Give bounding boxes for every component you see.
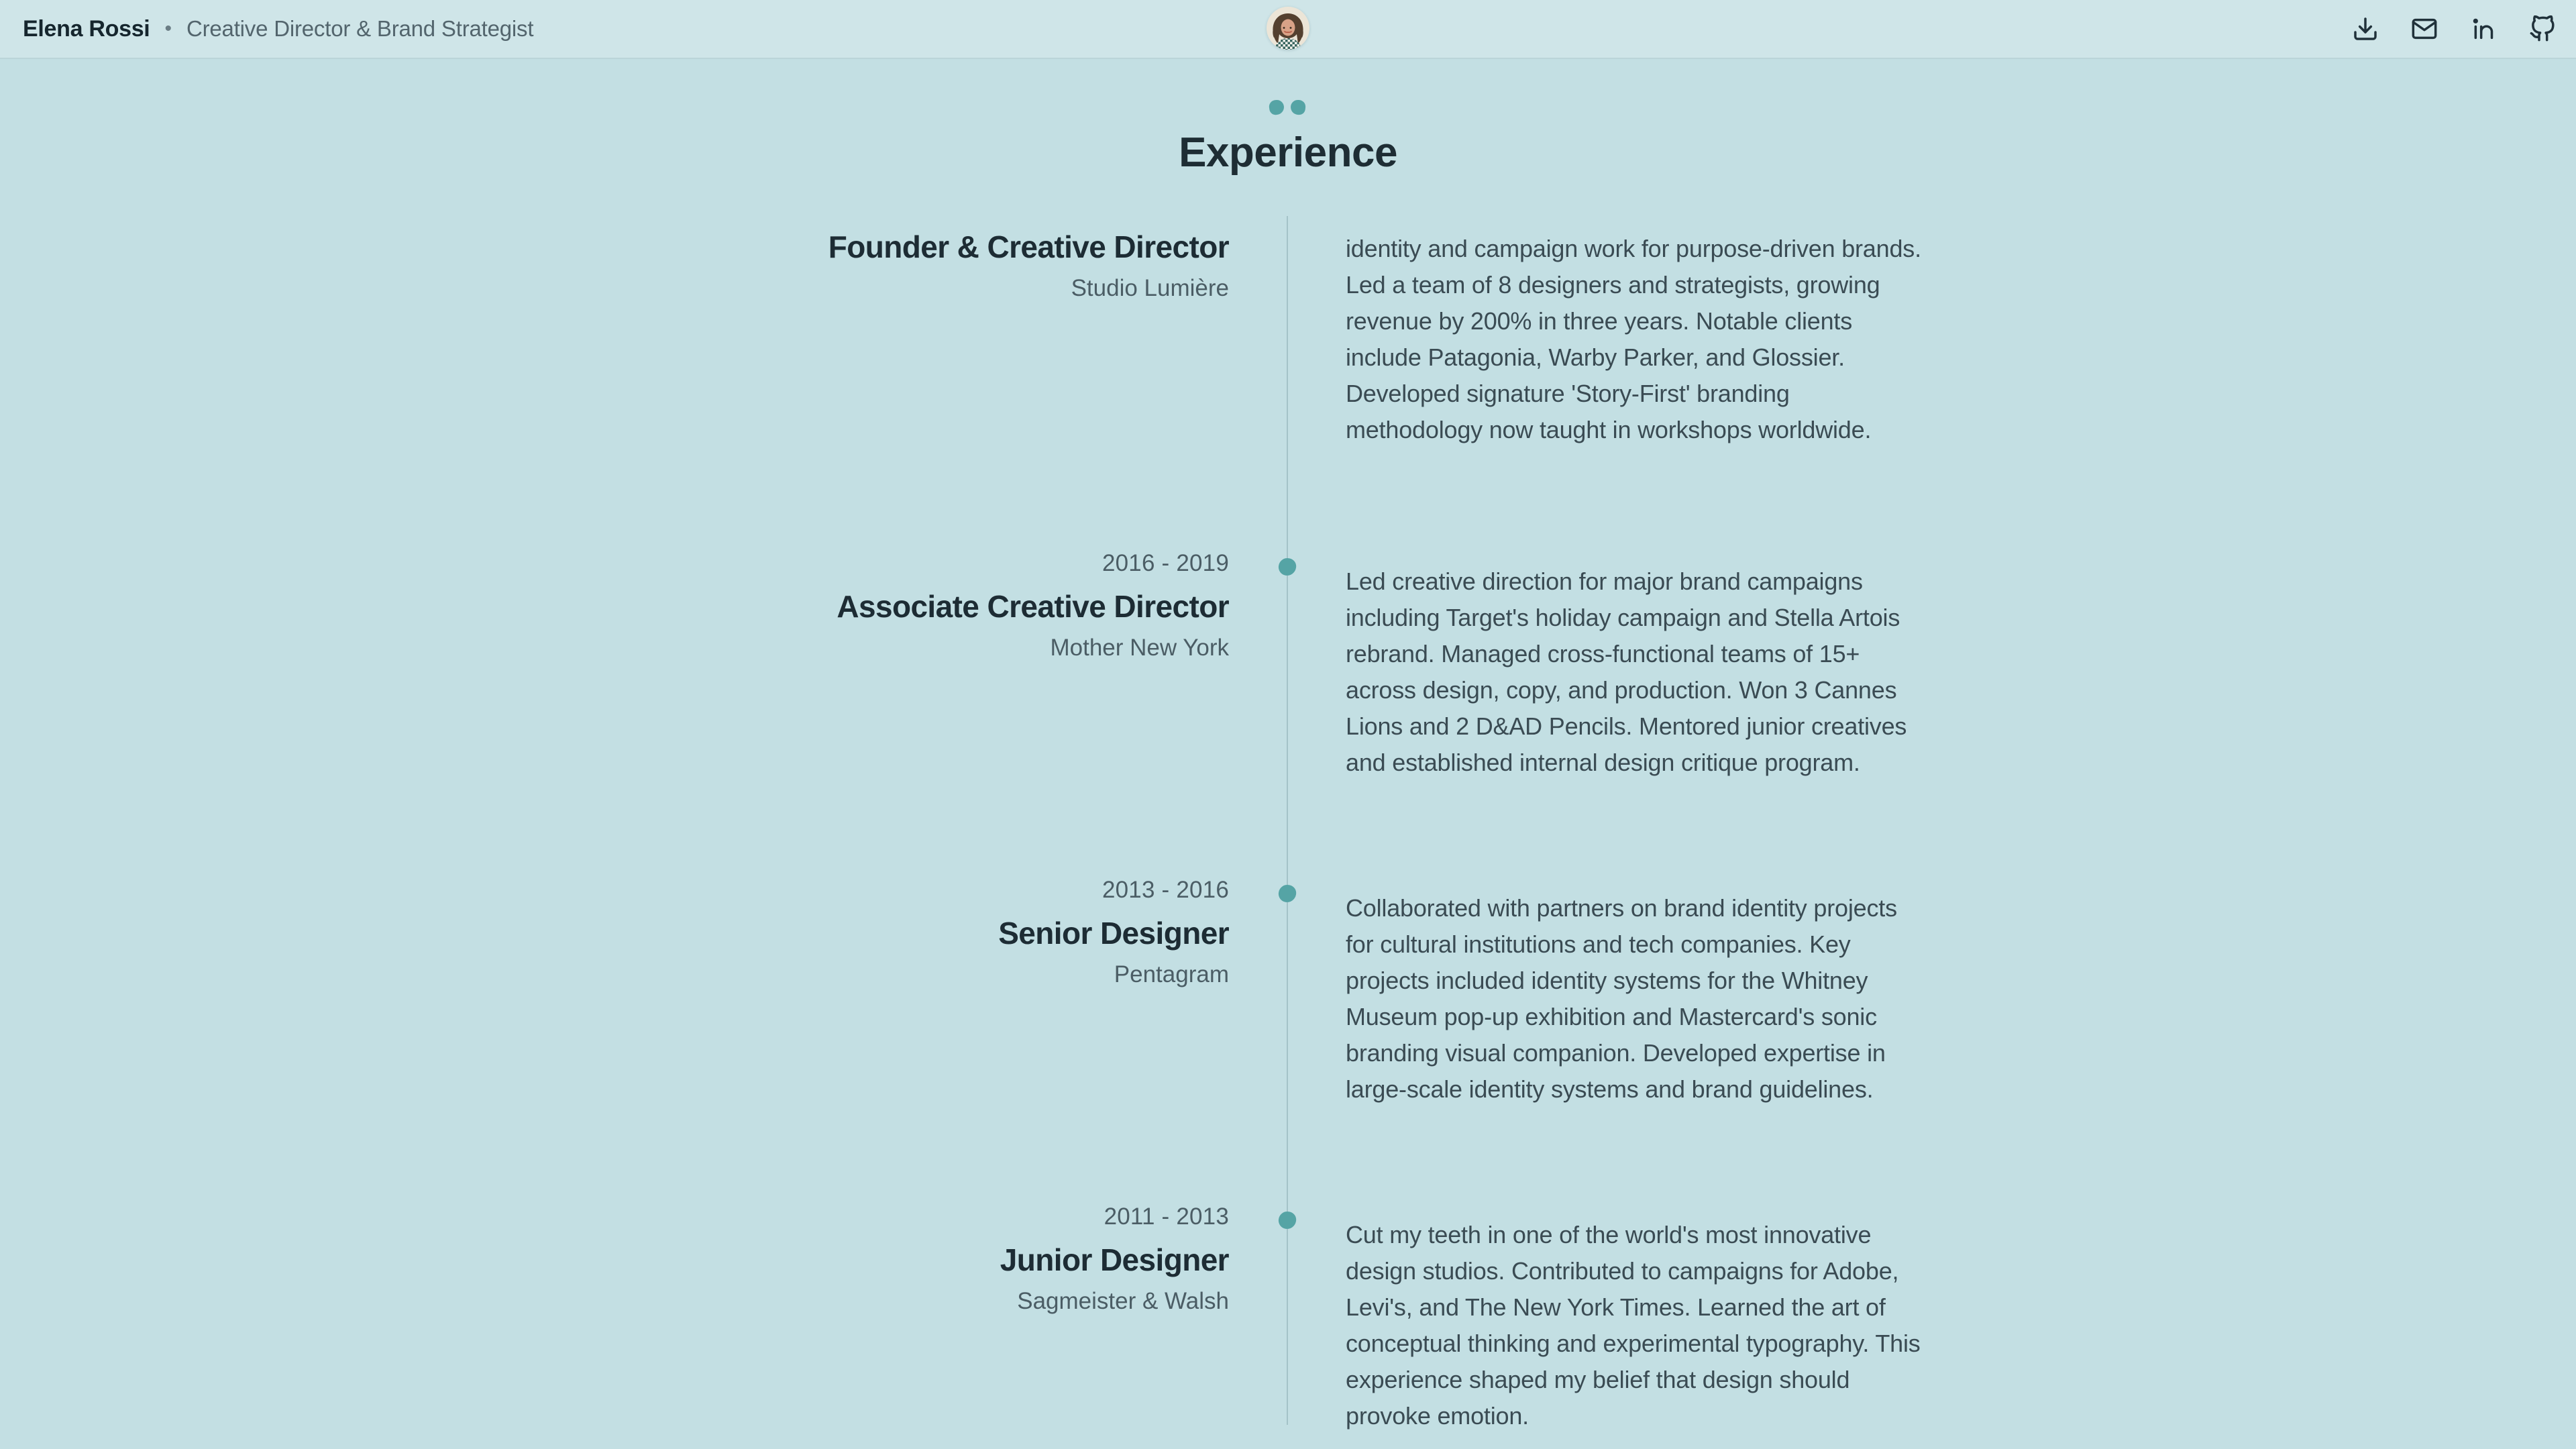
person-name: Elena Rossi — [23, 15, 150, 42]
job-title: Associate Creative Director — [837, 589, 1229, 624]
decor-dot-icon — [1290, 99, 1306, 115]
job-description: identity and campaign work for purpose-driven brands. Led a team of 8 designers and strategists, growing revenue by 200% in three years. Notable clients include Patagonia, Warby Parker, and Glossier. Developed signature 'Story-First' branding methodology now taught in workshops worldwide. — [1346, 235, 1921, 443]
company-name: Pentagram — [1114, 961, 1229, 987]
date-range: 2013 - 2016 — [1102, 877, 1229, 903]
company-name: Sagmeister & Walsh — [1017, 1288, 1229, 1314]
job-description: Led creative direction for major brand campaigns including Target's holiday campaign and Stella Artois rebrand. Managed cross-functional teams of 15+ across design, copy, and production. Won 3 Cannes Lions and 2 D&AD Pencils. Mentored junior creatives and established internal design critique program. — [1346, 568, 1907, 776]
entry-description-wrap — [1346, 547, 1923, 781]
download-button[interactable] — [2351, 14, 2380, 44]
timeline-dot-icon — [1277, 557, 1297, 577]
timeline-rail — [1287, 216, 1288, 1425]
linkedin-button[interactable] — [2469, 14, 2498, 44]
github-button[interactable] — [2528, 14, 2557, 44]
separator-dot: • — [164, 17, 172, 40]
entry-meta — [0, 547, 1229, 664]
timeline-dot-icon — [1277, 883, 1297, 904]
linkedin-icon — [2470, 15, 2497, 42]
entry-meta — [0, 1201, 1229, 1318]
entry-description-wrap — [1346, 874, 1923, 1108]
timeline-dot-icon — [1277, 1210, 1297, 1230]
mail-icon — [2411, 15, 2438, 42]
person-role: Creative Director & Brand Strategist — [186, 16, 534, 41]
page-title: Experience — [1179, 129, 1397, 176]
avatar — [1267, 7, 1309, 50]
mail-button[interactable] — [2410, 14, 2439, 44]
job-description: Cut my teeth in one of the world's most innovative design studios. Contributed to campaigns for Adobe, Levi's, and The New York Times. Learned the art of conceptual thinking and experimental typography. This experience shaped my belief that design should provoke emotion. — [1346, 1221, 1921, 1430]
job-title: Senior Designer — [998, 916, 1229, 951]
github-icon — [2529, 15, 2556, 42]
entry-meta — [0, 874, 1229, 991]
entry-description-wrap — [1346, 1201, 1923, 1434]
job-title: Junior Designer — [1000, 1242, 1229, 1277]
identity-group — [23, 0, 533, 58]
top-bar — [0, 0, 2576, 59]
date-range: 2016 - 2019 — [1102, 550, 1229, 576]
job-description: Collaborated with partners on brand identity projects for cultural institutions and tech companies. Key projects included identity systems for the Whitney Museum pop-up exhibition and Mastercard's sonic branding visual companion. Developed expertise in large-scale identity systems and brand guidelines. — [1346, 894, 1897, 1103]
job-title: Founder & Creative Director — [828, 229, 1229, 264]
date-range: 2011 - 2013 — [1104, 1203, 1229, 1230]
decor-dot-icon — [1269, 99, 1285, 116]
company-name: Mother New York — [1050, 635, 1229, 661]
download-icon — [2352, 15, 2379, 42]
section-decor-dots — [0, 100, 2576, 116]
entry-description-wrap — [1346, 225, 1923, 448]
header-actions — [2351, 0, 2557, 58]
entry-meta — [0, 225, 1229, 305]
company-name: Studio Lumière — [1071, 275, 1229, 301]
